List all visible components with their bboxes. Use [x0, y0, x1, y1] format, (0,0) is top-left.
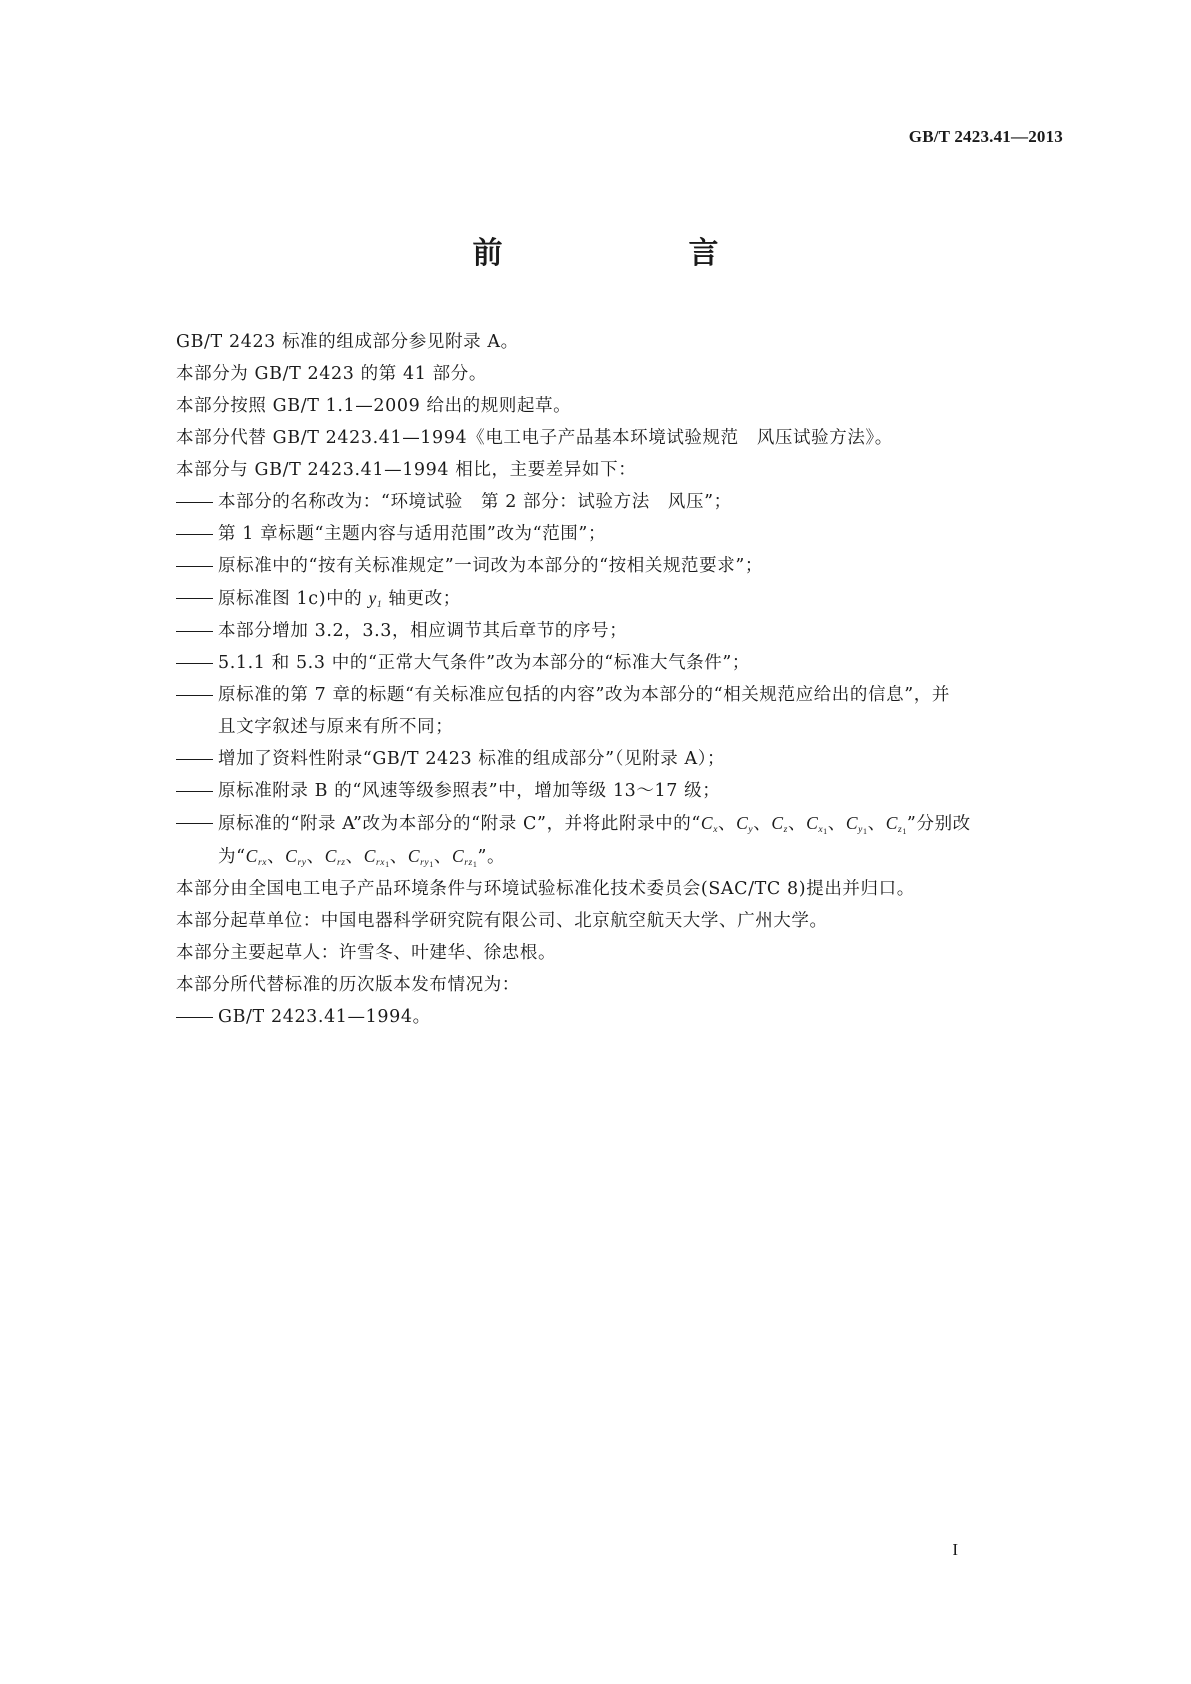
list-item: 5.1.1 和 5.3 中的“正常大气条件”改为本部分的“标准大气条件”； [176, 647, 1066, 679]
symbol-c-ry: $C_{ry}$ [285, 846, 307, 868]
dash-marker [176, 615, 218, 647]
document-code: GB/T 2423.41—2013 [908, 127, 1063, 146]
list-item: 第 1 章标题“主题内容与适用范围”改为“范围”； [176, 518, 1066, 550]
symbol-list-new: $C_{rx}$、$C_{ry}$、$C_{rz}$、$C_{rx_1}$、$C_{ry_1}$、$C_{rz_1}$ [245, 846, 478, 869]
dash-marker [176, 743, 218, 775]
symbol-c-rz: $C_{rz}$ [324, 846, 346, 868]
symbol-c-z: $C_z$ [771, 813, 788, 835]
document-body [176, 326, 1066, 1033]
dash-marker [176, 679, 218, 711]
symbol-c-ry1: $C_{ry_1}$ [407, 846, 434, 869]
list-item-continuation: 且文字叙述与原来有所不同； [218, 717, 454, 737]
paragraph: 本部分起草单位：中国电器科学研究院有限公司、北京航空航天大学、广州大学。 [176, 911, 828, 931]
symbol-c-rx1: $C_{rx_1}$ [363, 846, 390, 869]
list-item: 增加了资料性附录“GB/T 2423 标准的组成部分”（见附录 A）； [176, 743, 1066, 775]
list-item: 原标准图 1c)中的 $y_1$ 轴更改； [176, 582, 1066, 615]
paragraph: 本部分所代替标准的历次版本发布情况为： [176, 975, 520, 995]
dash-marker [176, 550, 218, 582]
symbol-c-y: $C_y$ [736, 813, 754, 835]
dash-marker [176, 518, 218, 550]
list-item-continuation: 为“$C_{rx}$、$C_{ry}$、$C_{rz}$、$C_{rx_1}$、$C_{ry_1}$、$C_{rz_1}$”。 [218, 846, 506, 869]
symbol-c-x1: $C_{x_1}$ [806, 813, 828, 836]
paragraph: 本部分为 GB/T 2423 的第 41 部分。 [176, 364, 487, 384]
paragraph: 本部分按照 GB/T 1.1—2009 给出的规则起草。 [176, 396, 572, 416]
dash-marker [176, 647, 218, 679]
symbol-c-y1: $C_{y_1}$ [845, 813, 868, 836]
symbol-c-rz1: $C_{rz_1}$ [451, 846, 478, 869]
list-item: 原标准中的“按有关标准规定”一词改为本部分的“按相关规范要求”； [176, 550, 1066, 582]
symbol-c-z1: $C_{z_1}$ [885, 813, 907, 836]
page-number: I [952, 1540, 958, 1559]
symbol-list-old: $C_x$、$C_y$、$C_z$、$C_{x_1}$、$C_{y_1}$、$C_{z_1}$ [700, 813, 907, 836]
dash-marker [176, 775, 218, 807]
symbol-c-rx: $C_{rx}$ [245, 846, 268, 868]
dash-marker [176, 582, 218, 614]
symbol-y1: $y_1$ [368, 588, 383, 610]
paragraph: 本部分主要起草人：许雪冬、叶建华、徐忠根。 [176, 943, 557, 963]
paragraph: GB/T 2423 标准的组成部分参见附录 A。 [176, 332, 519, 352]
list-item: 原标准附录 B 的“风速等级参照表”中，增加等级 13～17 级； [176, 775, 1066, 807]
dash-marker [176, 486, 218, 518]
list-item: 原标准的“附录 A”改为本部分的“附录 C”，并将此附录中的“$C_x$、$C_y$、$C_z$、$C_{x_1}$、$C_{y_1}$、$C_{z_1}$”分别改 [176, 807, 1066, 840]
paragraph: 本部分由全国电工电子产品环境条件与环境试验标准化技术委员会(SAC/TC 8)提出并归口。 [176, 879, 915, 899]
list-item: GB/T 2423.41—1994。 [176, 1001, 1066, 1033]
page-title: 前 言 [472, 236, 761, 271]
symbol-c-x: $C_x$ [700, 813, 719, 835]
dash-marker [176, 1001, 218, 1033]
list-item: 本部分的名称改为：“环境试验 第 2 部分：试验方法 风压”； [176, 486, 1066, 518]
list-item: 原标准的第 7 章的标题“有关标准应包括的内容”改为本部分的“相关规范应给出的信息”，并 [176, 679, 1066, 711]
paragraph: 本部分与 GB/T 2423.41—1994 相比，主要差异如下： [176, 460, 637, 480]
dash-marker [176, 807, 218, 839]
list-item: 本部分增加 3.2，3.3，相应调节其后章节的序号； [176, 615, 1066, 647]
paragraph: 本部分代替 GB/T 2423.41—1994《电工电子产品基本环境试验规范 风压试验方法》。 [176, 428, 893, 448]
